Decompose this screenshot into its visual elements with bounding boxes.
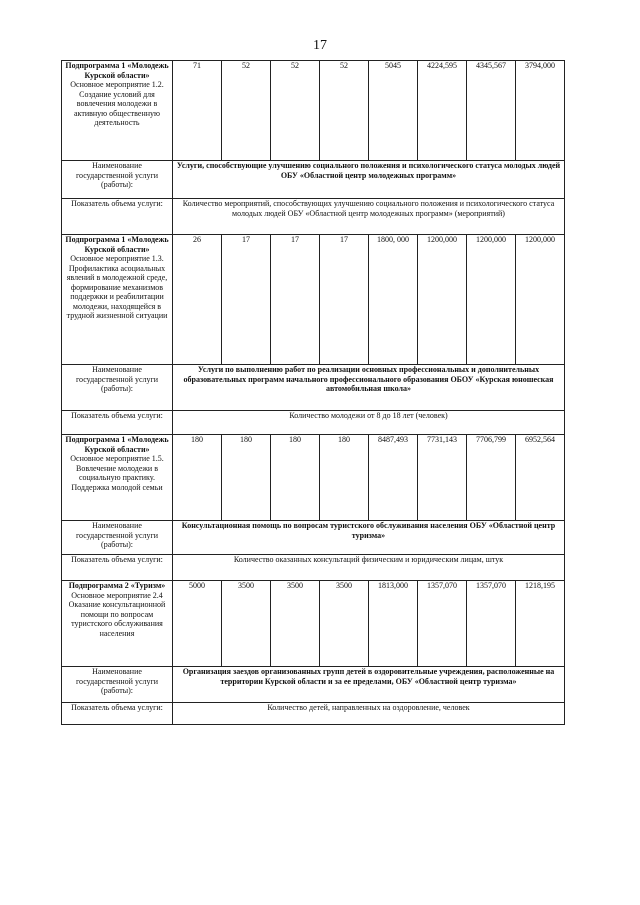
value-cell: 1800, 000 — [369, 235, 418, 365]
value-cell: 1357,070 — [418, 581, 467, 667]
program-row — [62, 235, 565, 365]
program-cell — [62, 435, 173, 521]
value-cell: 4345,567 — [467, 61, 516, 161]
service-row — [62, 161, 565, 199]
value-cell: 3500 — [320, 581, 369, 667]
indicator-text: Количество мероприятий, способствующих улучшению социального положения и психологического статуса молодых людей ОБУ «Областной центр молодежных программ» (мероприятий) — [173, 199, 565, 235]
service-text: Организация заездов организованных групп детей в оздоровительные учреждения, расположенные на территории Курской области и за ее пределами, ОБУ «Областной центр туризма» — [173, 667, 565, 703]
value-cell: 17 — [222, 235, 271, 365]
service-row — [62, 521, 565, 555]
program-row — [62, 435, 565, 521]
value-cell: 180 — [222, 435, 271, 521]
value-cell: 26 — [173, 235, 222, 365]
measure-text: Основное мероприятие 1.3. Профилактика асоциальных явлений в молодежной среде, формирование механизмов поддержки и реабилитации молодежи, находящейся в трудной жизненной ситуации — [66, 254, 168, 320]
value-cell: 5045 — [369, 61, 418, 161]
indicator-row — [62, 411, 565, 435]
value-cell: 17 — [320, 235, 369, 365]
indicator-text: Количество молодежи от 8 до 18 лет (человек) — [173, 411, 565, 435]
service-label: Наименование государственной услуги (работы): — [62, 667, 173, 703]
value-cell: 1200,000 — [516, 235, 565, 365]
page-number: 17 — [313, 38, 327, 53]
program-title: Подпрограмма 2 «Туризм» — [68, 581, 166, 590]
value-cell: 17 — [271, 235, 320, 365]
indicator-text: Количество детей, направленных на оздоровление, человек — [173, 703, 565, 725]
indicator-label: Показатель объема услуги: — [62, 199, 173, 235]
value-cell: 1813,000 — [369, 581, 418, 667]
indicator-row — [62, 555, 565, 581]
indicator-row — [62, 199, 565, 235]
program-title: Подпрограмма 1 «Молодежь Курской области» — [65, 61, 169, 80]
program-title: Подпрограмма 1 «Молодежь Курской области» — [65, 235, 169, 254]
value-cell: 3794,000 — [516, 61, 565, 161]
value-cell: 4224,595 — [418, 61, 467, 161]
value-cell: 8487,493 — [369, 435, 418, 521]
indicator-label: Показатель объема услуги: — [62, 555, 173, 581]
value-cell: 3500 — [222, 581, 271, 667]
measure-text: Основное мероприятие 2.4 Оказание консультационной помощи по вопросам туристского обслуживания населения — [68, 590, 166, 638]
value-cell: 1200,000 — [467, 235, 516, 365]
indicator-text: Количество оказанных консультаций физическим и юридическим лицам, штук — [173, 555, 565, 581]
service-row — [62, 365, 565, 411]
value-cell: 7706,799 — [467, 435, 516, 521]
value-cell: 180 — [271, 435, 320, 521]
indicator-label: Показатель объема услуги: — [62, 703, 173, 725]
program-cell — [62, 235, 173, 365]
value-cell: 52 — [320, 61, 369, 161]
service-text: Консультационная помощь по вопросам туристского обслуживания населения ОБУ «Областной центр туризма» — [173, 521, 565, 555]
value-cell: 180 — [173, 435, 222, 521]
value-cell: 52 — [271, 61, 320, 161]
value-cell: 1357,070 — [467, 581, 516, 667]
program-title: Подпрограмма 1 «Молодежь Курской области» — [65, 435, 169, 454]
value-cell: 180 — [320, 435, 369, 521]
measure-text: Основное мероприятие 1.5. Вовлечение молодежи в социальную практику. Поддержка молодой семьи — [70, 454, 164, 492]
value-cell: 1200,000 — [418, 235, 467, 365]
program-row — [62, 61, 565, 161]
service-text: Услуги по выполнению работ по реализации основных профессиональных и дополнительных образовательных программ начального профессионального образования ОБОУ «Курская юношеская автомобильная школа» — [173, 365, 565, 411]
service-label: Наименование государственной услуги (работы): — [62, 521, 173, 555]
program-cell — [62, 61, 173, 161]
value-cell: 6952,564 — [516, 435, 565, 521]
value-cell: 52 — [222, 61, 271, 161]
value-cell: 1218,195 — [516, 581, 565, 667]
indicator-row — [62, 703, 565, 725]
value-cell: 5000 — [173, 581, 222, 667]
service-text: Услуги, способствующие улучшению социального положения и психологического статуса молодых людей ОБУ «Областной центр молодежных программ» — [173, 161, 565, 199]
service-label: Наименование государственной услуги (работы): — [62, 365, 173, 411]
value-cell: 7731,143 — [418, 435, 467, 521]
program-row — [62, 581, 565, 667]
service-label: Наименование государственной услуги (работы): — [62, 161, 173, 199]
state-services-table — [61, 60, 565, 725]
measure-text: Основное мероприятие 1.2. Создание условий для вовлечения молодежи в активную общественную деятельность — [70, 80, 164, 127]
program-cell — [62, 581, 173, 667]
service-row — [62, 667, 565, 703]
value-cell: 3500 — [271, 581, 320, 667]
indicator-label: Показатель объема услуги: — [62, 411, 173, 435]
value-cell: 71 — [173, 61, 222, 161]
